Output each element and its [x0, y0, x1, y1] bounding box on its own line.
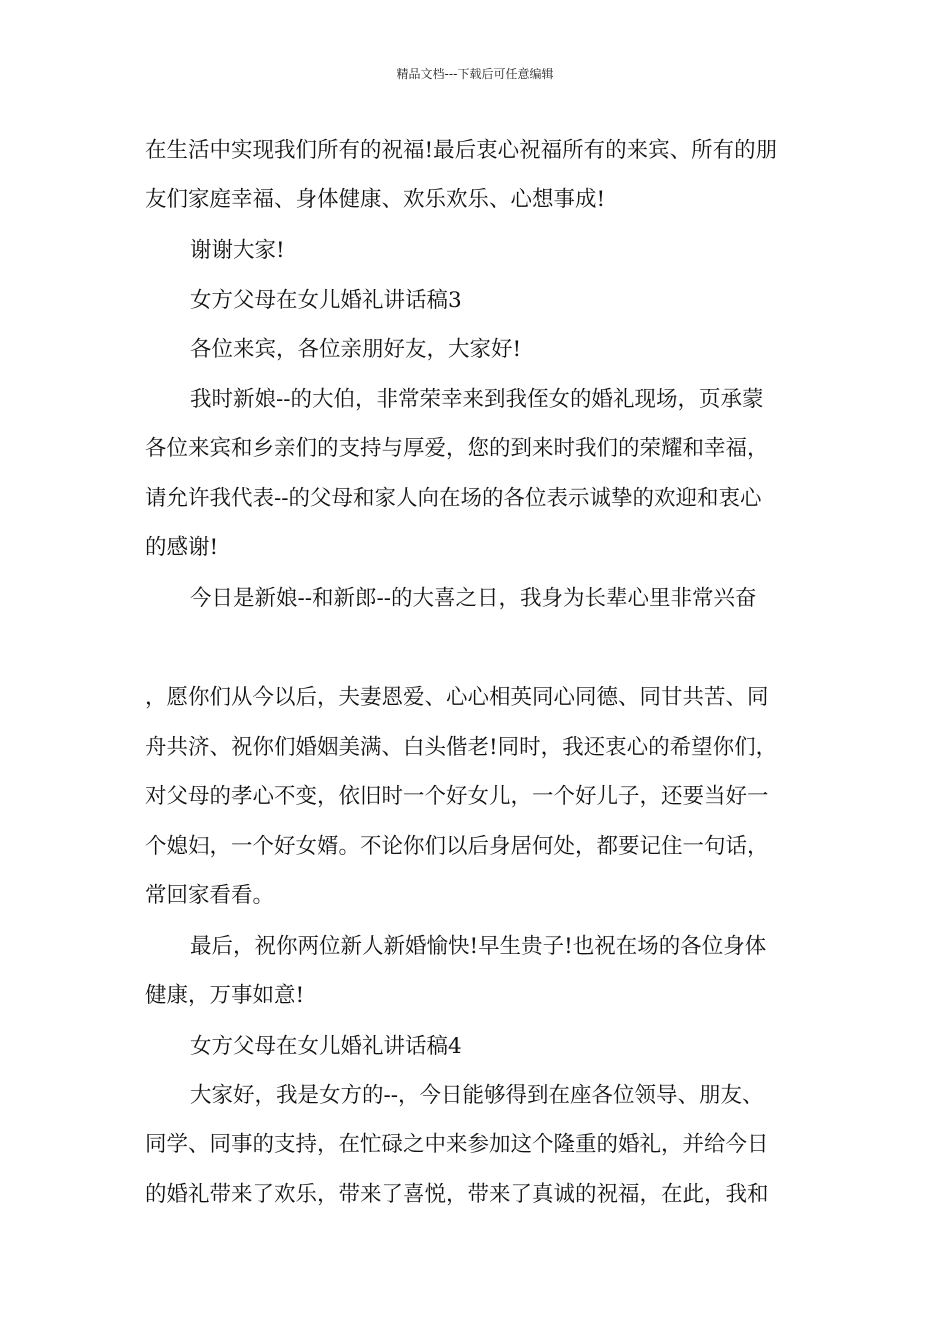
text-line: 的婚礼带来了欢乐，带来了喜悦，带来了真诚的祝福，在此，我和: [145, 1182, 769, 1207]
text-line: 友们家庭幸福、身体健康、欢乐欢乐、心想事成!: [145, 187, 606, 212]
text-line: 健康，万事如意!: [145, 983, 305, 1008]
section-heading: 女方父母在女儿婚礼讲话稿3: [190, 288, 462, 313]
text-line: 谢谢大家!: [190, 238, 285, 263]
text-line: 在生活中实现我们所有的祝福!最后衷心祝福所有的来宾、所有的朋: [145, 138, 778, 163]
text-line: 对父母的孝心不变，依旧时一个好女儿，一个好儿子，还要当好一: [145, 784, 769, 809]
text-line: 常回家看看。: [145, 883, 275, 908]
text-line: 请允许我代表--的父母和家人向在场的各位表示诚挚的欢迎和衷心: [145, 486, 762, 511]
page-header: 精品文档---下载后可任意编辑: [396, 67, 554, 81]
text-line: 最后，祝你两位新人新婚愉快!早生贵子!也祝在场的各位身体: [190, 934, 767, 959]
text-line: 同学、同事的支持，在忙碌之中来参加这个隆重的婚礼，并给今日: [145, 1132, 769, 1157]
text-line: 舟共济、祝你们婚姻美满、白头偕老!同时，我还衷心的希望你们，: [145, 735, 778, 760]
text-line: 我时新娘--的大伯，非常荣幸来到我侄女的婚礼现场，页承蒙: [190, 387, 764, 412]
text-line: 各位来宾和乡亲们的支持与厚爱，您的到来时我们的荣耀和幸福，: [145, 436, 769, 461]
text-line: 大家好，我是女方的--，今日能够得到在座各位领导、朋友、: [190, 1083, 764, 1108]
section-heading: 女方父母在女儿婚礼讲话稿4: [190, 1034, 462, 1059]
text-line: ，愿你们从今以后，夫妻恩爱、心心相英同心同德、同甘共苦、同: [145, 685, 769, 710]
text-line: 今日是新娘--和新郎--的大喜之日，我身为长辈心里非常兴奋: [190, 586, 757, 611]
text-line: 个媳妇，一个好女婿。不论你们以后身居何处，都要记住一句话，: [145, 834, 769, 859]
text-line: 的感谢!: [145, 535, 219, 560]
text-line: 各位来宾，各位亲朋好友，大家好!: [190, 337, 522, 362]
